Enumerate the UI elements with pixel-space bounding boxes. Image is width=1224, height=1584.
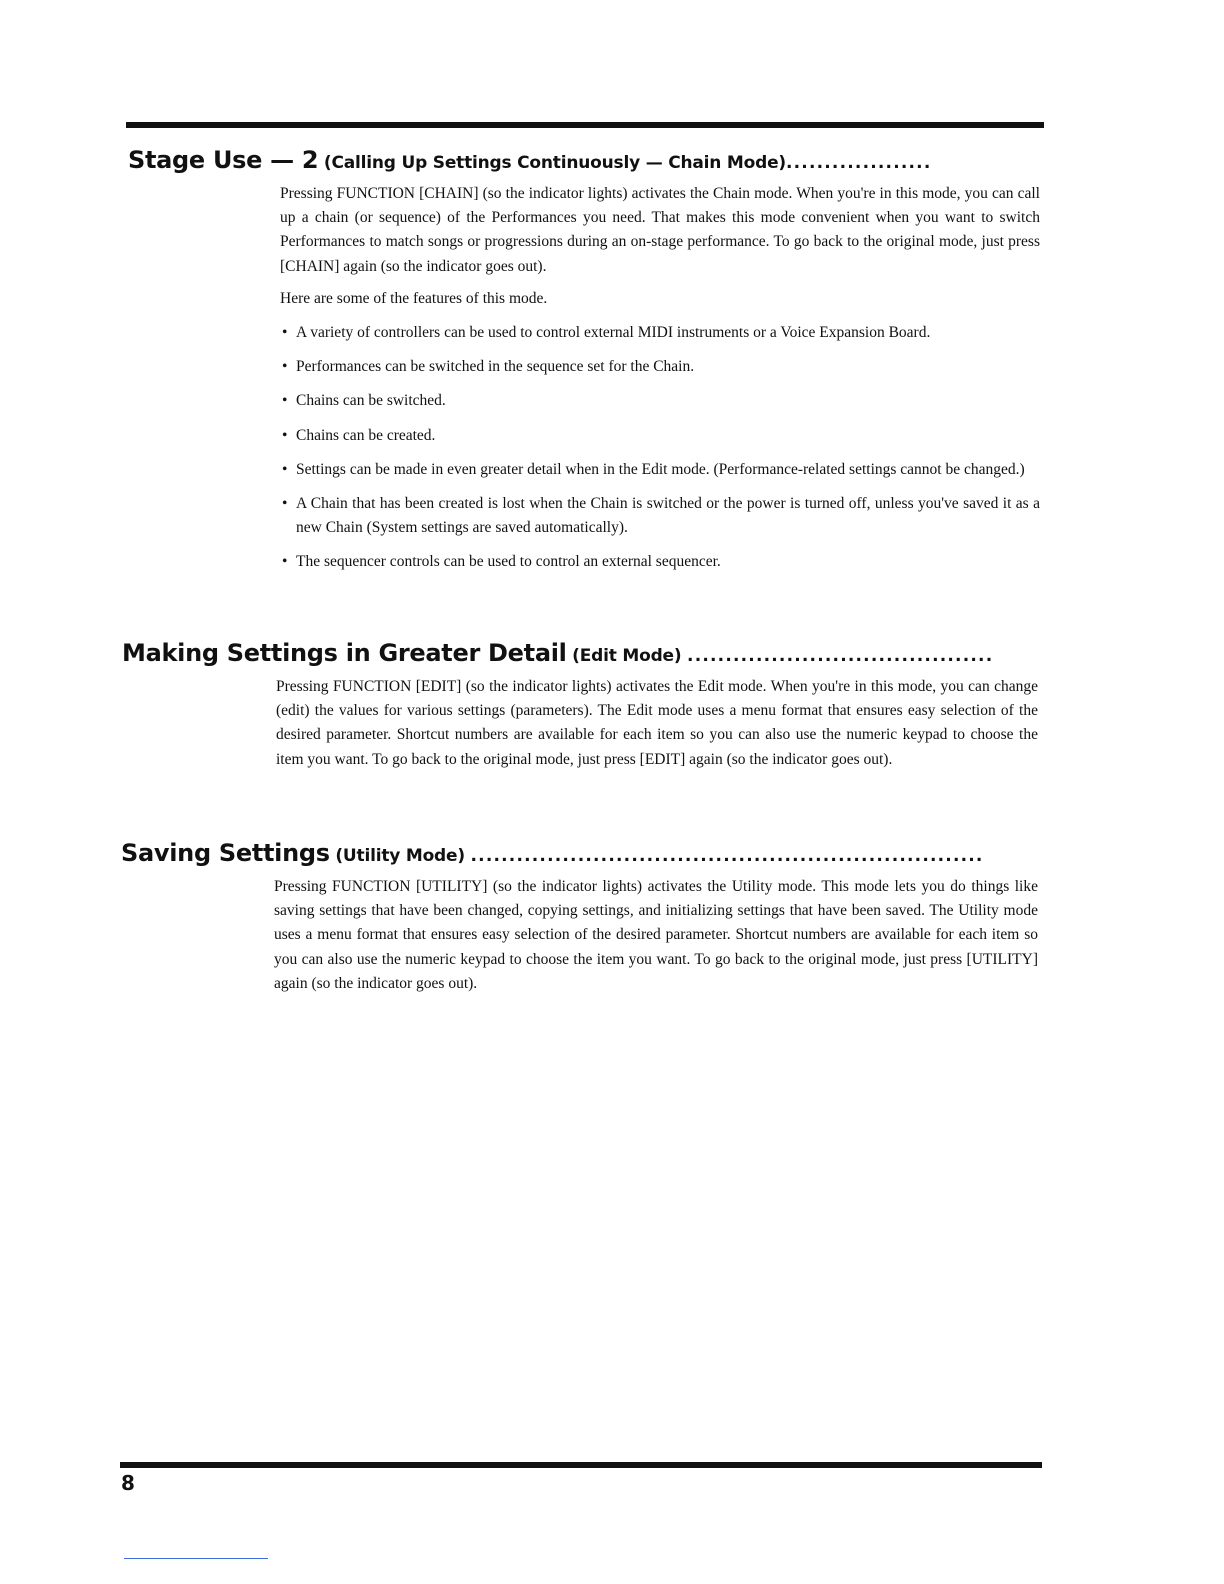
bottom-rule: [120, 1462, 1042, 1468]
list-item: • The sequencer controls can be used to control an external sequencer.: [280, 550, 1040, 574]
list-item: • A variety of controllers can be used to control external MIDI instruments or a Voice Expansion Board.: [280, 321, 1040, 345]
heading-main: Making Settings in Greater Detail: [122, 639, 567, 667]
list-item: • Settings can be made in even greater detail when in the Edit mode. (Performance-related settings cannot be changed.): [280, 458, 1040, 482]
heading-sub: (Utility Mode): [335, 846, 465, 866]
utility-mode-paragraph: Pressing FUNCTION [UTILITY] (so the indicator lights) activates the Utility mode. This mode lets you do things like saving settings that have been changed, copying settings, and initializing settings that have been saved. The Utility mode uses a menu format that ensures easy selection of the desired parameter. Shortcut numbers are available for each item so you can also use the numeric keypad to choose the item you want. To go back to the original mode, just press [UTILITY] again (so the indicator goes out).: [274, 878, 1038, 992]
heading-edit-mode: [122, 639, 1034, 667]
page-number: 8: [121, 1471, 135, 1495]
features-list: [280, 321, 1040, 575]
heading-leader-dots: ........................................: [687, 646, 994, 666]
footer-line: [124, 1558, 268, 1559]
list-item: • Chains can be created.: [280, 424, 1040, 448]
list-item: • Chains can be switched.: [280, 389, 1040, 413]
edit-mode-paragraph: Pressing FUNCTION [EDIT] (so the indicator lights) activates the Edit mode. When you're in this mode, you can change (edit) the values for various settings (parameters). The Edit mode uses a menu format that ensures easy selection of the desired parameter. Shortcut numbers are available for each item so you can also use the numeric keypad to choose the item you want. To go back to the original mode, just press [EDIT] again (so the indicator goes out).: [276, 678, 1038, 768]
heading-leader-dots: ...................................................................: [470, 846, 984, 866]
heading-utility-mode: [121, 839, 1033, 867]
top-rule: [126, 122, 1044, 128]
heading-main: Saving Settings: [121, 839, 330, 867]
stage-use-body: [280, 182, 1040, 575]
list-item: • Performances can be switched in the sequence set for the Chain.: [280, 355, 1040, 379]
heading-leader-dots: ...................: [785, 153, 932, 173]
utility-mode-body: [274, 875, 1038, 996]
stage-use-intro: Pressing FUNCTION [CHAIN] (so the indicator lights) activates the Chain mode. When you're in this mode, you can call up a chain (or sequence) of the Performances you need. That makes this mode convenient when you want to switch Performances to match songs or progressions during an on-stage performance. To go back to the original mode, just press [CHAIN] again (so the indicator goes out).: [280, 185, 1040, 275]
list-item: • A Chain that has been created is lost when the Chain is switched or the power is turned off, unless you've saved it as a new Chain (System settings are saved automatically).: [280, 492, 1040, 540]
heading-sub: (Edit Mode): [572, 646, 682, 666]
edit-mode-body: [276, 675, 1038, 772]
features-lead: Here are some of the features of this mode.: [280, 289, 548, 307]
heading-sub: (Calling Up Settings Continuously — Chain Mode): [323, 153, 786, 173]
heading-main: Stage Use — 2: [128, 146, 319, 174]
heading-stage-use-2: [128, 146, 1038, 174]
